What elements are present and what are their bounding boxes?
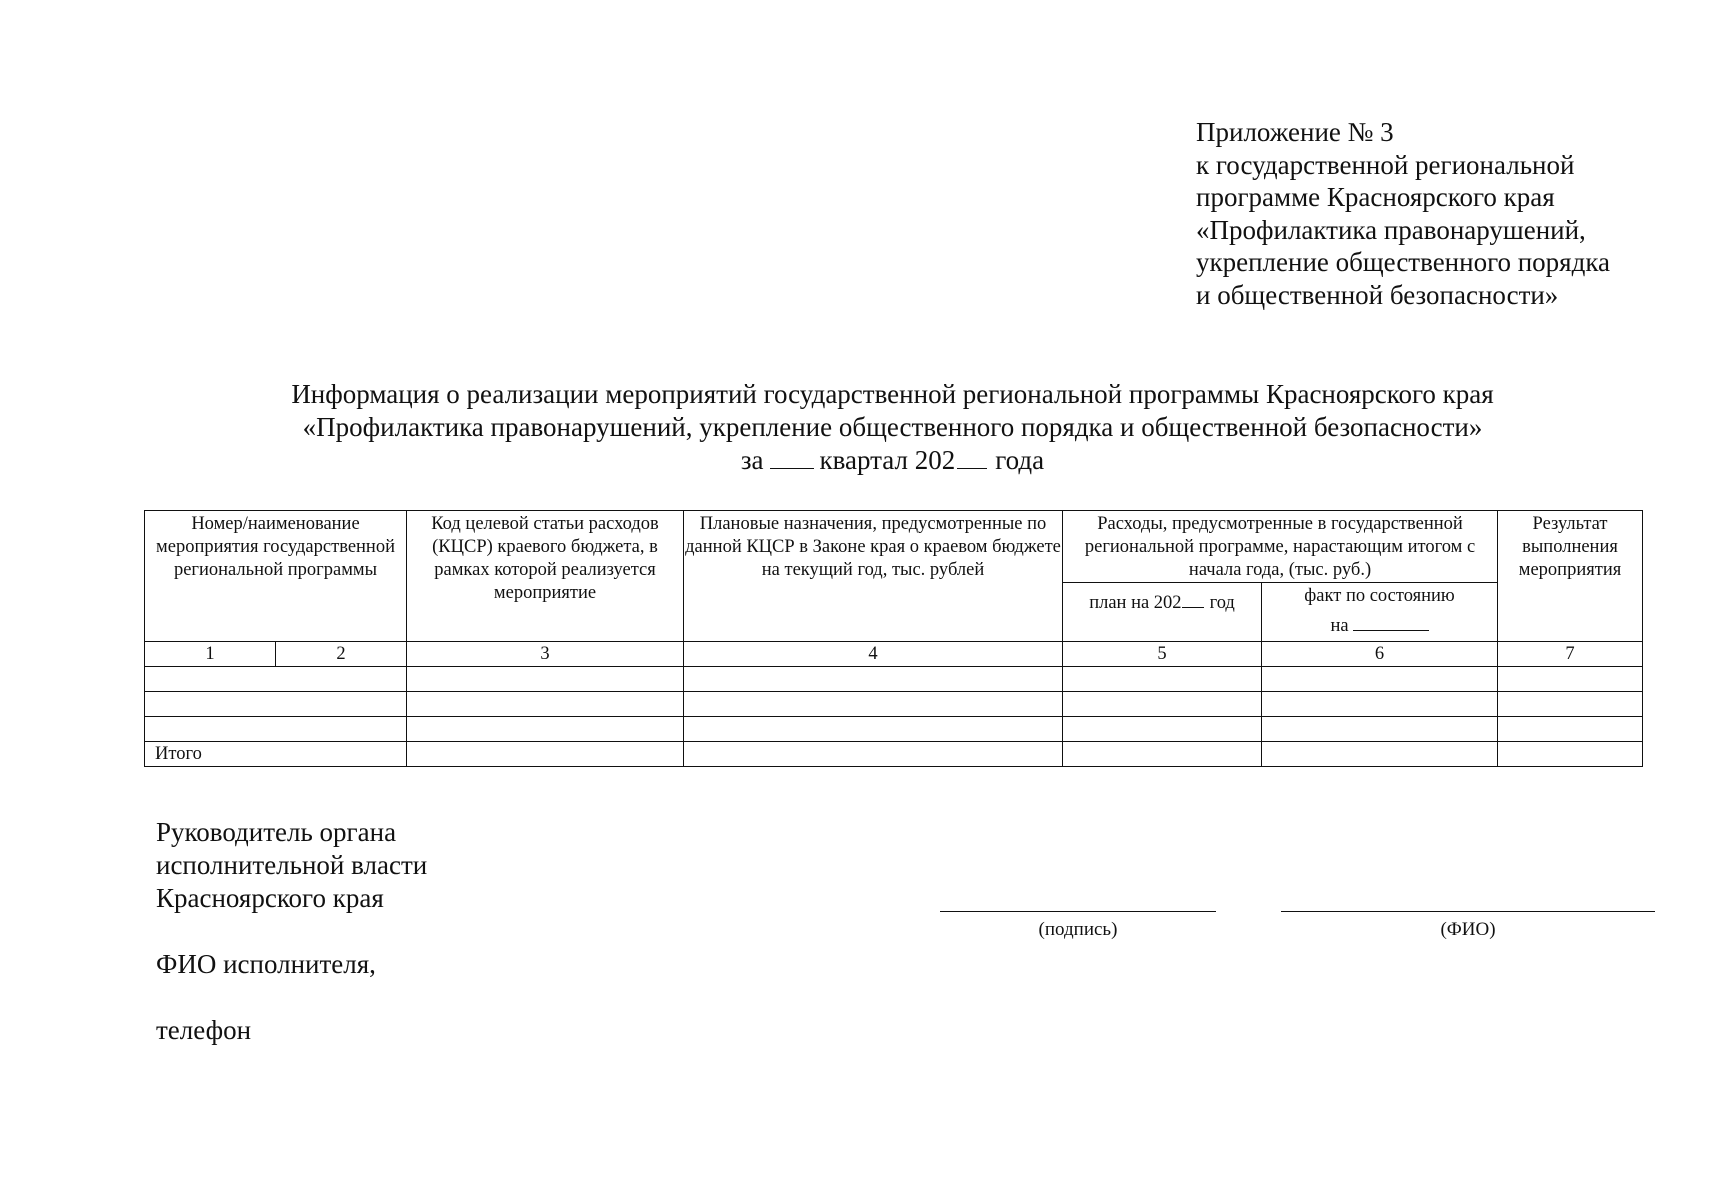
column-number: 5 [1063, 642, 1262, 667]
table-cell [1262, 667, 1498, 692]
column-number: 3 [407, 642, 684, 667]
year-blank [957, 446, 987, 469]
title-line-2: «Профилактика правонарушений, укрепление общественного порядка и общественной безопасности» [302, 412, 1483, 442]
header-col-1: Номер/наименование мероприятия государственной региональной программы [145, 511, 407, 642]
table-cell [407, 692, 684, 717]
total-label: Итого [145, 742, 407, 767]
signature-line [940, 911, 1216, 912]
table-row [145, 717, 1643, 742]
quarter-blank [770, 446, 814, 469]
table-cell [1498, 692, 1643, 717]
table-cell [145, 717, 407, 742]
signer-line: Красноярского края [156, 883, 384, 913]
table-cell [407, 667, 684, 692]
header-col-6 [1262, 583, 1498, 642]
appendix-line: укрепление общественного порядка [1196, 247, 1611, 277]
header-col-5-prefix: план на 202 [1089, 593, 1182, 613]
column-number: 1 [145, 642, 276, 667]
table-cell [1063, 742, 1262, 767]
table-cell [407, 742, 684, 767]
header-col-4: Плановые назначения, предусмотренные по данной КЦСР в Законе края о краевом бюджете на текущий год, тыс. рублей [684, 511, 1063, 642]
appendix-line: программе Красноярского края [1196, 182, 1555, 212]
executor-label: ФИО исполнителя, [156, 949, 376, 979]
header-col-3: Код целевой статьи расходов (КЦСР) краевого бюджета, в рамках которой реализуется мероприятие [407, 511, 684, 642]
appendix-line: Приложение № 3 [1196, 117, 1394, 147]
phone-label: телефон [156, 1015, 252, 1045]
header-col-6-line2: на [1330, 616, 1349, 636]
title-suffix: года [995, 445, 1045, 475]
column-number: 7 [1498, 642, 1643, 667]
appendix-line: «Профилактика правонарушений, [1196, 214, 1586, 245]
table-cell [1063, 667, 1262, 692]
title-line-1: Информация о реализации мероприятий государственной региональной программы Красноярского края [291, 379, 1494, 409]
signer-line: Руководитель органа [156, 817, 397, 847]
table-cell [684, 667, 1063, 692]
title-prefix: за [740, 445, 764, 475]
title-line-3 [0, 444, 1716, 477]
header-col-5-6-group: Расходы, предусмотренные в государственной региональной программе, нарастающим итогом с начала года, (тыс. руб.) [1063, 511, 1498, 583]
table-cell [407, 717, 684, 742]
column-number: 4 [684, 642, 1063, 667]
name-line [1281, 911, 1655, 912]
title-quarter: квартал 202 [819, 445, 956, 475]
table-cell [1498, 667, 1643, 692]
table-cell [1063, 717, 1262, 742]
table-cell [1262, 717, 1498, 742]
table-cell [1498, 717, 1643, 742]
header-col-6-line1: факт по состоянию [1304, 586, 1455, 606]
table-cell [684, 742, 1063, 767]
appendix-line: и общественной безопасности» [1196, 279, 1559, 310]
header-col-7: Результат выполнения мероприятия [1498, 511, 1643, 642]
table-row [145, 692, 1643, 717]
signer-block [156, 816, 427, 915]
table-cell [1498, 742, 1643, 767]
signer-line: исполнительной власти [156, 850, 428, 880]
header-col-5 [1063, 583, 1262, 642]
fact-date-blank [1353, 608, 1429, 631]
appendix-block [1196, 116, 1610, 311]
header-col-5-suffix: год [1209, 593, 1235, 613]
report-table [144, 510, 1643, 767]
table-cell [145, 667, 407, 692]
appendix-line: к государственной региональной [1196, 149, 1575, 180]
name-caption: (ФИО) [1440, 919, 1496, 940]
table-cell [1063, 692, 1262, 717]
table-cell [145, 692, 407, 717]
table-cell [1262, 742, 1498, 767]
table-cell [1262, 692, 1498, 717]
signature-caption: (подпись) [1038, 919, 1118, 940]
table-row [145, 667, 1643, 692]
table-cell [684, 692, 1063, 717]
total-row [145, 742, 1643, 767]
column-number: 6 [1262, 642, 1498, 667]
plan-year-blank [1182, 585, 1204, 608]
table-cell [684, 717, 1063, 742]
column-numbers-row [145, 642, 1643, 667]
document-title [0, 378, 1716, 477]
column-number: 2 [276, 642, 407, 667]
